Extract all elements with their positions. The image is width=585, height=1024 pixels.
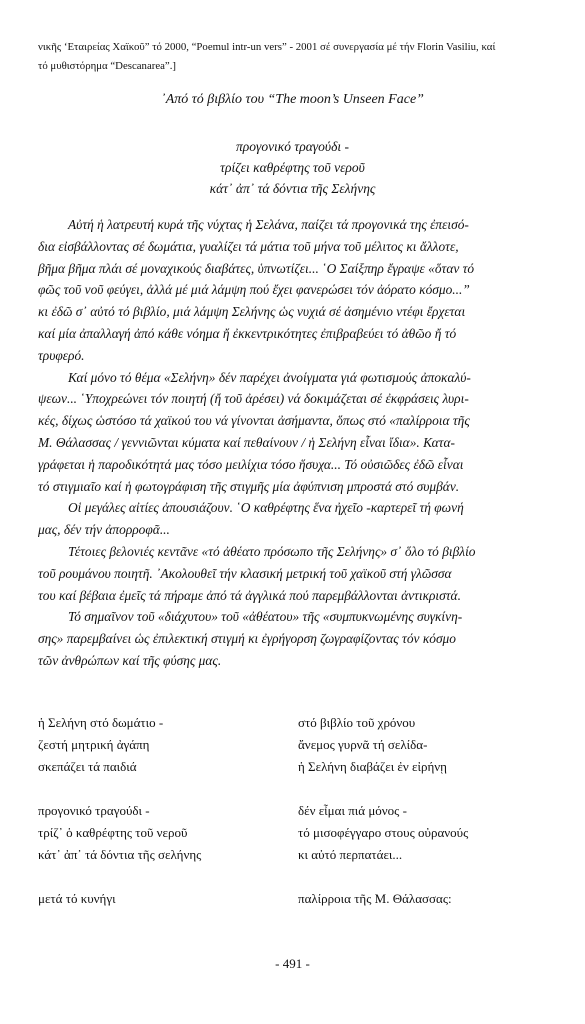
haiku-line: τό μισοφέγγαρο στους οὐρανούς <box>298 825 469 840</box>
section-title: ᾿Από τό βιβλίο του “The moon’s Unseen Face” <box>161 92 424 107</box>
haiku-line: τρίζει καθρέφτης τοῦ νεροῦ <box>220 160 365 175</box>
stanza-gap <box>38 866 559 888</box>
haiku-line: τρίζ᾿ ὁ καθρέφτης τοῦ νεροῦ <box>38 825 188 840</box>
haiku-line: κι αὐτό περπατάει... <box>298 847 403 862</box>
essay-line: Αὐτή ἡ λατρευτή κυρά τῆς νύχτας ἡ Σελάνα, παίζει τά προγονικά της ἐπεισό- <box>68 217 469 232</box>
essay-line: καί μία ἀπαλλαγή ἀπό κάθε νόημα ἤ ἐκκεντρικότητες ἐπιβραβεύει τό ἀθῶο ἤ τό <box>38 325 457 341</box>
essay-line: τό στιγμιαῖο καί ἡ φωτογράφιση τῆς στιγμῆς μία ἀφύπνιση μπροστά στό συμβάν. <box>38 478 460 494</box>
haiku-right <box>298 800 558 866</box>
haiku-line: κάτ᾿ ἀπ᾿ τά δόντια τῆς Σελήνης <box>209 181 376 196</box>
essay-line: του καί βέβαια ἐμεῖς τά πήραμε ἀπό τά ἀγγλικά πού παρεμβάλλονται ἀντικριστά. <box>38 587 461 603</box>
essay-line: κές, δίχως ὡστόσο τά χαϊκού του νά γίνονται ἀσήμαντα, ὅπως στό «παλίρροια τῆς <box>38 413 470 429</box>
haiku-line: κάτ᾿ ἀπ᾿ τά δόντια τῆς σελήνης <box>38 847 202 862</box>
haiku-line: σκεπάζει τά παιδιά <box>38 759 137 774</box>
intro-haiku <box>0 136 585 199</box>
essay-line: Τό σημαῖνον τοῦ «διάχυτου» τοῦ «ἀθέατου» τῆς «συμπυκνωμένης συγκίνη- <box>68 609 463 625</box>
essay-line: γράφεται ἡ παροδικότητά μας τόσο μειλίχια τόσο ἥσυχα... Τό οὐσιῶδες ἐδῶ εἶναι <box>38 456 464 472</box>
stanza-gap <box>38 778 559 800</box>
essay-line: τῶν ἀνθρώπων καί τῆς φύσης μας. <box>38 652 222 668</box>
haiku-line: στό βιβλίο τοῦ χρόνου <box>298 715 416 730</box>
top-note-line: τό μυθιστόρημα “Descanarea”.] <box>38 60 177 72</box>
haiku-pair <box>38 888 559 910</box>
top-note-line: νικῆς ‘Εταιρείας Χαϊκοῦ” τό 2000, “Poemul intr-un vers” - 2001 σέ συνεργασία μέ τήν Florin Vasiliu, καί <box>38 41 496 53</box>
essay-line: βῆμα βῆμα πλάι σέ μοναχικούς διαβάτες, ὑπνωτίζει... ῾Ο Σαίξπηρ ἔγραψε «ὅταν τό <box>38 260 475 276</box>
haiku-pairs <box>38 712 559 910</box>
haiku-right <box>298 888 558 910</box>
essay-body <box>38 214 559 672</box>
haiku-left <box>38 888 298 910</box>
essay-line: σης» παρεμβαίνει ὡς ἐπιλεκτική στιγμή κι ἐγρήγορση ζωγραφίζοντας τόν κόσμο <box>38 631 456 647</box>
essay-line: τρυφερό. <box>38 347 85 363</box>
haiku-line: ζεστή μητρική ἀγάπη <box>38 737 150 752</box>
essay-line: κι ἐδῶ σ᾿ αὐτό τό βιβλίο, μιά λάμψη Σελήνης ὡς νυχιά σέ ἀσημένιο ντέφι ἔρχεται <box>38 304 466 320</box>
haiku-line: παλίρροια τῆς Μ. Θάλασσας: <box>298 891 452 906</box>
haiku-line: μετά τό κυνήγι <box>38 891 116 906</box>
haiku-right <box>298 712 558 778</box>
haiku-line: προγονικό τραγούδι - <box>236 139 349 154</box>
essay-line: τοῦ ρουμάνου ποιητῆ. ᾿Ακολουθεῖ τήν κλασική μετρική τοῦ χαϊκοῦ στή γλῶσσα <box>38 565 452 581</box>
essay-line: Τέτοιες βελονιές κεντᾶνε «τό ἀθέατο πρόσωπο τῆς Σελήνης» σ᾿ ὅλο τό βιβλίο <box>68 543 476 559</box>
haiku-pair <box>38 712 559 778</box>
essay-line: μας, δέν τήν ἀπορροφᾶ... <box>38 522 170 538</box>
essay-line: ψεων... ῾Υποχρεώνει τόν ποιητή (ἤ τοῦ ἀρέσει) νά δοκιμάζεται σέ ἐκφράσεις λυρι- <box>38 391 469 407</box>
essay-line: Οἱ μεγάλες αἰτίες ἀπουσιάζουν. ῾Ο καθρέφτης ἕνα ἠχεῖο -καρτερεῖ τή φωνή <box>68 500 464 516</box>
haiku-left <box>38 712 298 778</box>
haiku-line: προγονικό τραγούδι - <box>38 803 150 818</box>
essay-line: Μ. Θάλασσας / γεννιῶνται κύματα καί πεθαίνουν / ἡ Σελήνη εἶναι ἴδια». Κατα- <box>38 434 455 450</box>
haiku-line: δέν εἶμαι πιά μόνος - <box>298 803 407 818</box>
essay-line: δια εἰσβάλλοντας σέ δωμάτια, γυαλίζει τά μάτια τοῦ μήνα τοῦ μέλιτος κι ἄλλοτε, <box>38 238 459 254</box>
haiku-line: ἄνεμος γυρνᾶ τή σελίδα- <box>298 737 428 752</box>
top-note <box>38 38 558 76</box>
page-number: - 491 - <box>275 956 310 971</box>
haiku-pair <box>38 800 559 866</box>
essay-line: Καί μόνο τό θέμα «Σελήνη» δέν παρέχει ἀνοίγματα γιά φωτισμούς ἀποκαλύ- <box>68 369 471 385</box>
haiku-line: ἡ Σελήνη στό δωμάτιο - <box>38 715 164 730</box>
haiku-left <box>38 800 298 866</box>
essay-line: φῶς τοῦ νοῦ φεύγει, ἀλλά μέ μιά λάμψη πού ἔχει φανερώσει τόν ἀόρατο κόσμο...” <box>38 282 470 298</box>
haiku-line: ἡ Σελήνη διαβάζει ἐν εἰρήνῃ <box>298 759 447 774</box>
